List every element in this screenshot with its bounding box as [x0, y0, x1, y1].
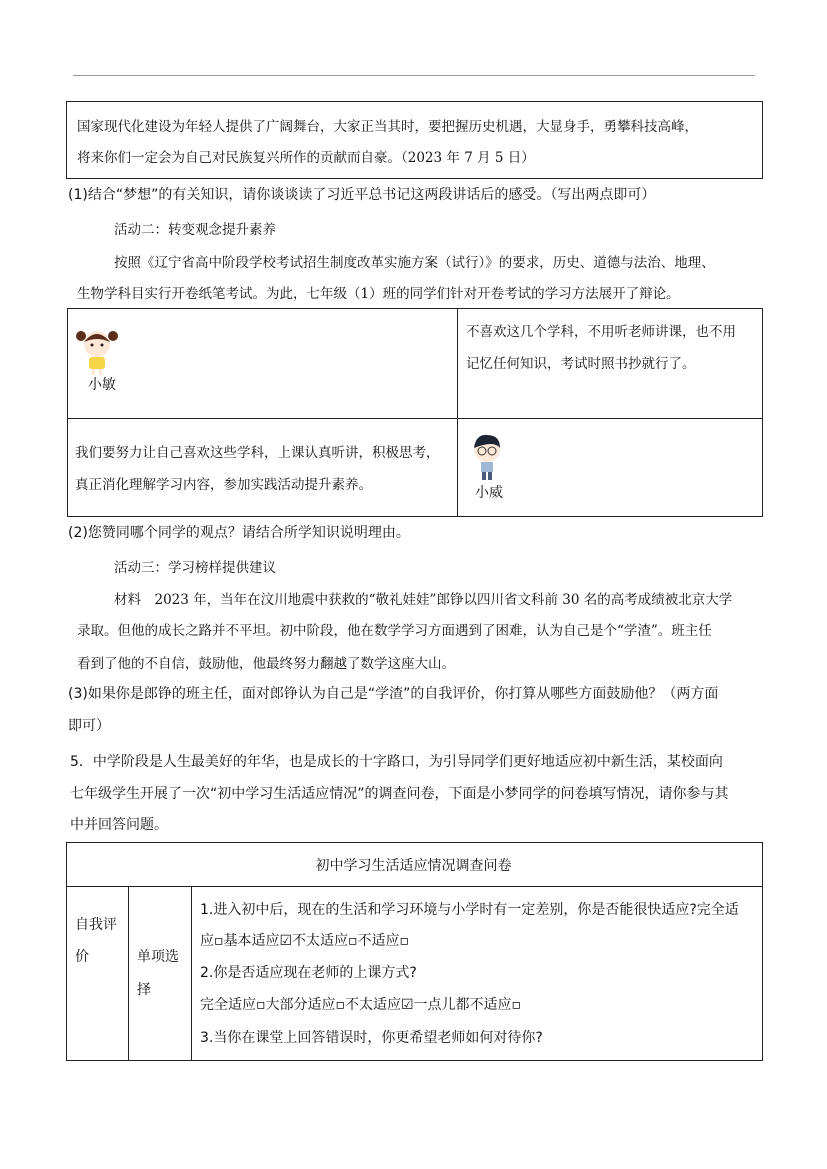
xiaowei-statement: 真正消化理解学习内容，参加实践活动提升素养。 — [75, 477, 372, 493]
survey-line: 2.你是否适应现在老师的上课方式? — [200, 965, 417, 981]
activity-2-title: 活动二：转变观念提升素养 — [114, 222, 276, 238]
question-5: 5．中学阶段是人生最美好的年华，也是成长的十字路口，为引导同学们更好地适应初中新生活，某校面向 — [70, 754, 723, 770]
boy-avatar-icon — [470, 432, 504, 482]
quote-line: 将来你们一定会为自己对民族复兴所作的贡献而自豪。（2023 年 7 月 5 日） — [77, 150, 535, 166]
xiaowei-statement: 我们要努力让自己喜欢这些学科，上课认真听讲，积极思考， — [75, 445, 440, 461]
question-5: 七年级学生开展了一次“初中学习生活适应情况”的调查问卷，下面是小梦同学的问卷填写情况，请你参与其 — [70, 786, 729, 802]
xiaomin-name: 小敏 — [88, 377, 116, 393]
xiaomin-statement: 记忆任何知识，考试时照书抄就行了。 — [466, 356, 696, 372]
survey-category: 价 — [75, 949, 89, 965]
survey-type: 单项选 — [137, 949, 179, 965]
activity-2-text: 生物学科目实行开卷纸笔考试。为此，七年级（1）班的同学们针对开卷考试的学习方法展开了辩论。 — [77, 286, 680, 302]
table-divider — [457, 308, 458, 516]
question-3: 即可） — [68, 718, 110, 734]
survey-options[interactable]: 应▫基本适应☑不太适应▫不适应▫ — [200, 933, 410, 949]
table-divider — [66, 886, 762, 887]
quote-line: 国家现代化建设为年轻人提供了广阔舞台，大家正当其时，要把握历史机遇，大显身手，勇攀科技高峰， — [77, 119, 698, 135]
table-divider — [67, 418, 762, 419]
material-text: 材料 2023 年，当年在汶川地震中获救的“敬礼娃娃”郎铮以四川省文科前 30 名的高考成绩被北京大学 — [114, 592, 733, 608]
question-1: (1)结合“梦想”的有关知识，请你谈谈读了习近平总书记这两段讲话后的感受。（写出两点即可） — [68, 187, 656, 203]
xiaowei-name: 小威 — [475, 485, 503, 501]
header-rule — [73, 75, 755, 76]
quote-box — [66, 101, 763, 179]
question-5: 中并回答问题。 — [70, 817, 168, 833]
table-divider — [191, 886, 192, 1060]
table-divider — [128, 886, 129, 1060]
activity-3-title: 活动三：学习榜样提供建议 — [114, 560, 276, 576]
girl-avatar-icon — [76, 326, 118, 376]
survey-type: 择 — [137, 982, 151, 998]
xiaomin-statement: 不喜欢这几个学科，不用听老师讲课，也不用 — [466, 324, 736, 340]
survey-title: 初中学习生活适应情况调查问卷 — [315, 858, 512, 874]
material-text: 看到了他的不自信，鼓励他，他最终努力翻越了数学这座大山。 — [77, 656, 455, 672]
activity-2-text: 按照《辽宁省高中阶段学校考试招生制度改革实施方案（试行）》的要求，历史、道德与法治、地理、 — [114, 255, 715, 271]
question-3: (3)如果你是郎铮的班主任，面对郎铮认为自己是“学渣”的自我评价，你打算从哪些方面鼓励他？（两方面 — [68, 686, 719, 702]
survey-category: 自我评 — [75, 917, 117, 933]
material-text: 录取。但他的成长之路并不平坦。初中阶段，他在数学学习方面遇到了困难，认为自己是个“学渣”。班主任 — [77, 623, 712, 639]
survey-line: 3.当你在课堂上回答错误时，你更希望老师如何对待你? — [200, 1030, 543, 1046]
survey-line: 1.进入初中后，现在的生活和学习环境与小学时有一定差别，你是否能很快适应?完全适 — [200, 902, 739, 918]
question-2: (2)您赞同哪个同学的观点？请结合所学知识说明理由。 — [68, 525, 410, 541]
survey-options[interactable]: 完全适应▫大部分适应▫不太适应☑一点儿都不适应▫ — [200, 997, 522, 1013]
